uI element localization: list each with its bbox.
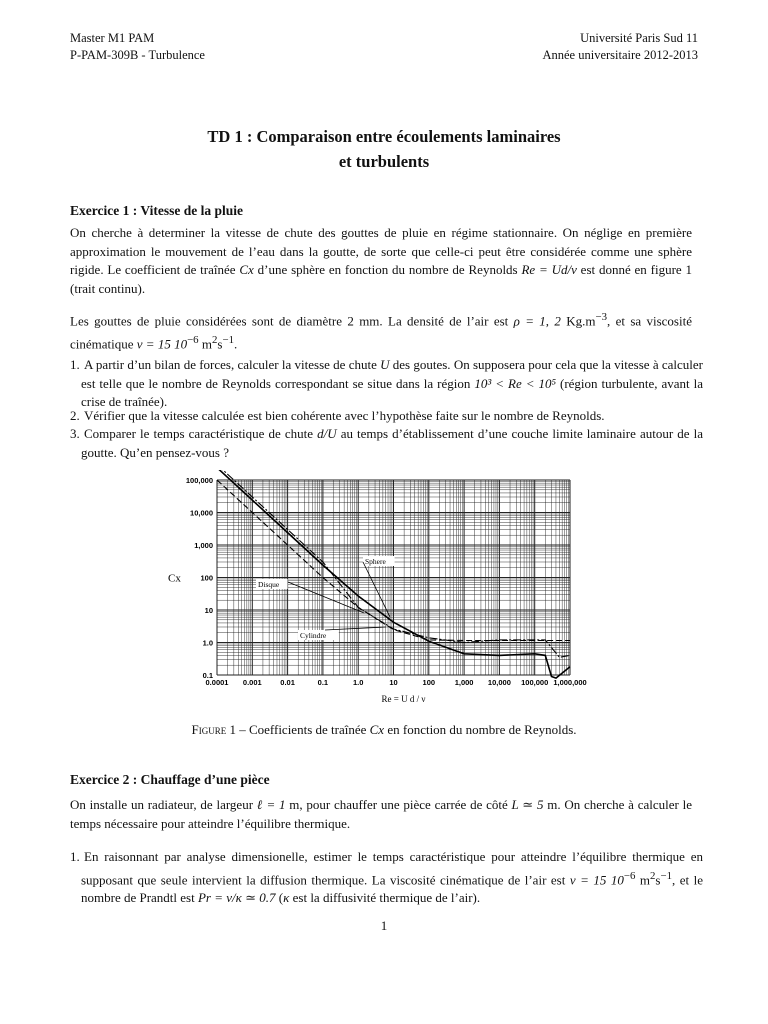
header-left <box>70 30 205 64</box>
x-tick-label: 0.0001 <box>205 678 229 687</box>
exercise-2-intro: On installe un radiateur, de largeur ℓ = 1 m, pour chauffer une pièce carrée de côté L ≃ 5 m. On cherche à calculer le temps nécessaire pour atteindre l’équilibre thermique. <box>70 797 692 831</box>
x-tick-label: 1,000,000 <box>553 678 587 687</box>
exercise-1-heading: Exercice 1 : Vitesse de la pluie <box>70 203 243 218</box>
exercise-1-data: Les gouttes de pluie considérées sont de diamètre 2 mm. La densité de l’air est ρ = 1, 2 $Kg.m^{-3}$, et sa viscosité cinématique ν = 15 $10^{-6}$ $m^2s^{-1}$. <box>70 311 692 352</box>
y-tick-label: 100,000 <box>185 476 213 485</box>
course-name: Master M1 PAM <box>70 31 155 45</box>
y-axis-label: Cx <box>168 572 181 585</box>
course-code: P-PAM-309B - Turbulence <box>70 48 205 62</box>
chart-grid <box>217 480 570 675</box>
sphere-label: Sphere <box>365 557 386 566</box>
page-number: 1 <box>380 918 388 933</box>
title-line-1: TD 1 : Comparaison entre écoulements laminaires <box>207 127 561 146</box>
x-axis-label: Re = U d / ν <box>381 694 426 704</box>
y-tick-label: 10 <box>204 606 213 615</box>
x-tick-label: 1,000 <box>454 678 474 687</box>
x-tick-label: 1.0 <box>352 678 364 687</box>
x-tick-label: 100 <box>422 678 436 687</box>
exercise-2-question-1: 1. En raisonnant par analyse dimensionelle, estimer le temps caractéristique pour atteindre l’équilibre thermique en supposant que seule intervient la diffusion thermique. La viscosité cinématique de l’air est ν = 15 $10^{-6}$ $m^2s^{-1}$, et le nombre de Prandtl est Pr = ν/κ ≃ 0.7 (κ est la diffusivité thermique de l’air). <box>70 849 703 906</box>
title-line-2: et turbulents <box>338 152 430 171</box>
drag-coefficient-chart <box>160 470 600 710</box>
cylindre-label: Cylindre <box>300 631 327 640</box>
y-tick-label: 10,000 <box>190 508 213 518</box>
x-tick-label: 0.01 <box>280 678 295 687</box>
disque-label: Disque <box>258 580 280 589</box>
cylindre-label-leader <box>325 627 386 630</box>
y-tick-label: 100 <box>200 573 213 583</box>
academic-year: Année universitaire 2012-2013 <box>542 48 698 62</box>
x-tick-label: 10 <box>389 678 398 687</box>
page-title <box>0 124 768 174</box>
header-right <box>542 30 698 64</box>
x-tick-label: 10,000 <box>487 678 511 687</box>
exercise-1-question-3: 3. Comparer le temps caractéristique de chute d/U au temps d’établissement d’une couche limite laminaire autour de la goutte. Qu’en pensez-vous ? <box>70 426 703 460</box>
x-tick-label: 100,000 <box>521 678 549 687</box>
exercise-1-question-2: 2. Vérifier que la vitesse calculée est bien cohérente avec l’hypothèse faite sur le nombre de Reynolds. <box>70 408 605 423</box>
university-name: Université Paris Sud 11 <box>580 31 698 45</box>
exercise-1-intro: On cherche à determiner la vitesse de chute des gouttes de pluie en régime stationnaire. On néglige en première approximation le mouvement de l’eau dans la goutte, de sorte que celle-ci peut être considérée comme une sphère rigide. Le coefficient de traînée Cx d’une sphère en fonction du nombre de Reynolds Re = Ud/ν est donné en figure 1 (trait continu). <box>70 225 692 296</box>
exercise-2-heading: Exercice 2 : Chauffage d’une pièce <box>70 772 270 787</box>
x-tick-label: 0.1 <box>317 678 329 687</box>
exercise-1-question-1: 1. A partir d’un bilan de forces, calculer la vitesse de chute U des goutes. On supposera pour cela que la vitesse à calculer est telle que le nombre de Reynolds correspondant se situe dans la région 10³ < Re < 10⁵ (région turbulente, avant la crise de traînée). <box>70 357 703 409</box>
y-tick-label: 1,000 <box>194 541 213 550</box>
x-tick-label: 0.001 <box>242 678 262 687</box>
figure-1-caption: Figure 1 – Coefficients de traînée Cx en fonction du nombre de Reynolds. <box>191 722 577 737</box>
y-tick-label: 1.0 <box>202 638 213 648</box>
y-tick-label: 0.1 <box>202 671 213 680</box>
